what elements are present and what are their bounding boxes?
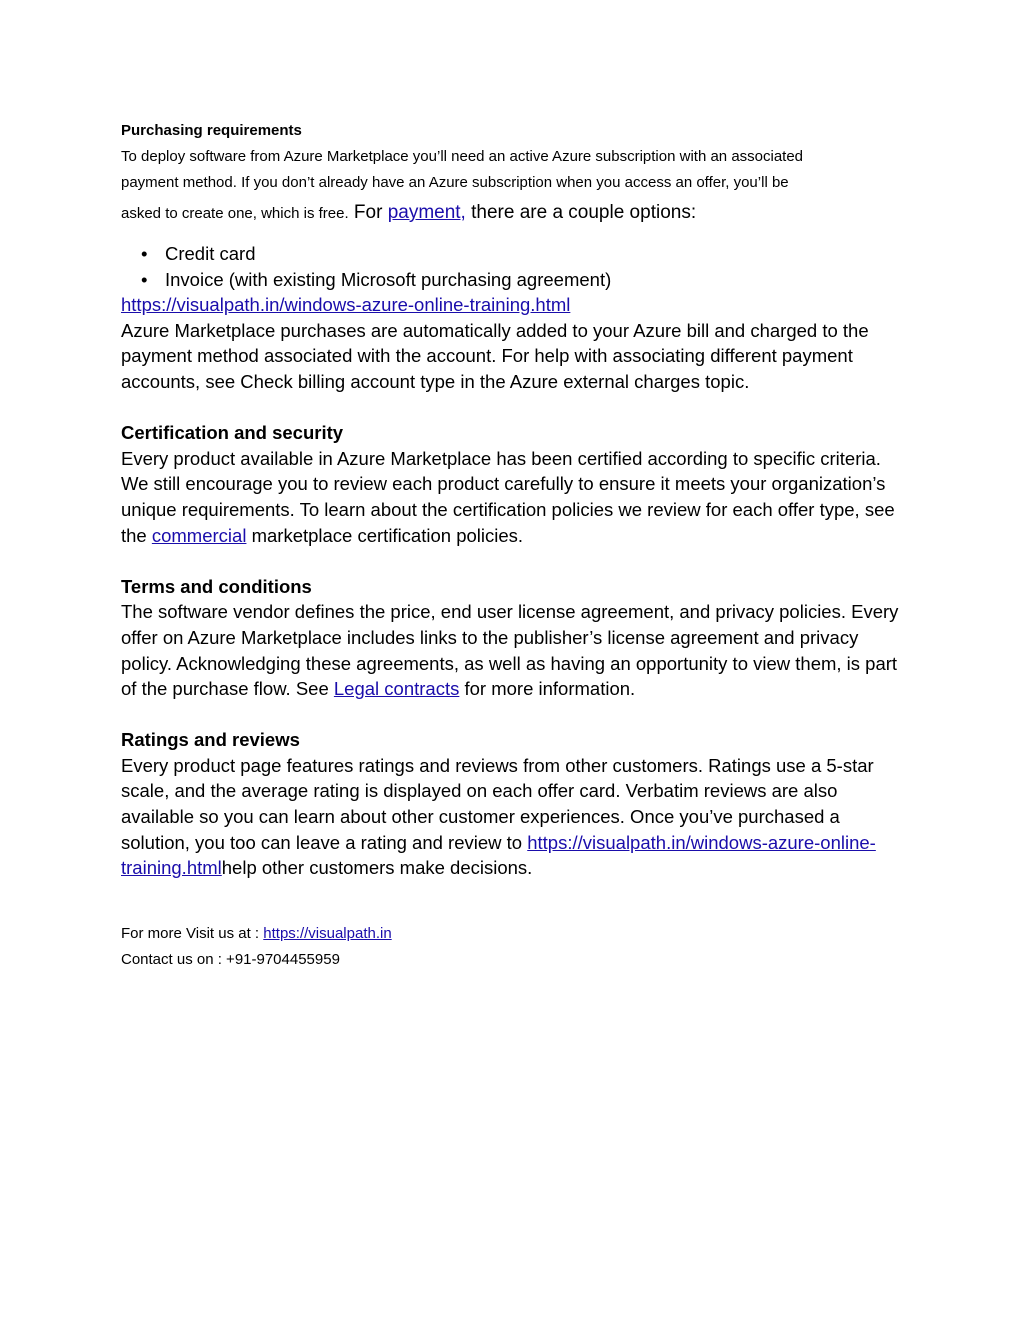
spacer <box>121 702 911 728</box>
purchasing-line-3-end: there are a couple options: <box>465 202 697 223</box>
terms-heading: Terms and conditions <box>121 575 312 597</box>
purchasing-paragraph: Azure Marketplace purchases are automatically added to your Azure bill and charged to the payment method associated with the account. For help with associating different payment accounts, see Check billing account type in the Azure external charges topic. <box>121 319 869 392</box>
list-item: • Invoice (with existing Microsoft purchasing agreement) <box>121 267 911 293</box>
training-link[interactable]: https://visualpath.in/windows-azure-online-training.html <box>121 294 571 316</box>
visualpath-link[interactable]: https://visualpath.in <box>263 924 392 942</box>
payment-options-list <box>121 241 911 292</box>
spacer <box>121 548 911 574</box>
spacer <box>121 881 911 921</box>
spacer <box>121 231 911 241</box>
ratings-section <box>121 727 911 881</box>
commercial-link[interactable]: commercial <box>151 524 247 546</box>
certification-heading: Certification and security <box>121 422 344 444</box>
ratings-text-end: help other customers make decisions. <box>221 857 533 879</box>
terms-section <box>121 574 911 702</box>
payment-link[interactable]: payment, <box>387 202 466 223</box>
purchasing-line-2: payment method. If you don’t already have an Azure subscription when you access an offer, you’ll be <box>121 174 789 191</box>
purchasing-line-3 <box>121 196 911 231</box>
terms-text: The software vendor defines the price, end user license agreement, and privacy policies. Every offer on Azure Marketplace includes links to the publisher’s license agreement and privacy policy. Acknowledging these agreements, as well as having an opportunity to view them, is part of the purchase flow. See <box>121 601 899 700</box>
spacer <box>121 395 911 421</box>
certification-section <box>121 420 911 548</box>
purchasing-section <box>121 118 911 395</box>
legal-contracts-link[interactable]: Legal contracts <box>333 678 460 700</box>
list-item: • Credit card <box>121 241 911 267</box>
ratings-paragraph <box>121 753 911 881</box>
certification-paragraph <box>121 446 911 548</box>
ratings-heading: Ratings and reviews <box>121 729 300 751</box>
ratings-training-link[interactable]: https://visualpath.in/windows-azure-online-training.html <box>121 831 876 879</box>
purchasing-line-1: To deploy software from Azure Marketplace you’ll need an active Azure subscription with an associated <box>121 148 804 165</box>
ratings-text: Every product page features ratings and reviews from other customers. Ratings use a 5-star scale, and the average rating is displayed on each offer card. Verbatim reviews are also available so you can learn about other customer experiences. Once you’ve purchased a solution, you too can leave a rating and review to <box>121 754 874 853</box>
document-content <box>121 118 911 973</box>
contact-footer <box>121 921 911 973</box>
certification-text-end: marketplace certification policies. <box>246 524 524 546</box>
visit-line <box>121 921 911 947</box>
terms-paragraph <box>121 599 911 701</box>
certification-text: Every product available in Azure Marketplace has been certified according to specific criteria. We still encourage you to review each product carefully to ensure it meets your organization’s unique requirements. To learn about the certification policies we review for each offer type, see the <box>121 447 895 546</box>
purchasing-line-3-start: asked to create one, which is free. <box>121 205 349 222</box>
terms-text-end: for more information. <box>459 678 636 700</box>
purchasing-heading: Purchasing requirements <box>121 122 302 139</box>
purchasing-for-text: For <box>348 202 388 223</box>
contact-line: Contact us on : +91-9704455959 <box>121 950 340 968</box>
visit-label: For more Visit us at : <box>121 924 264 942</box>
